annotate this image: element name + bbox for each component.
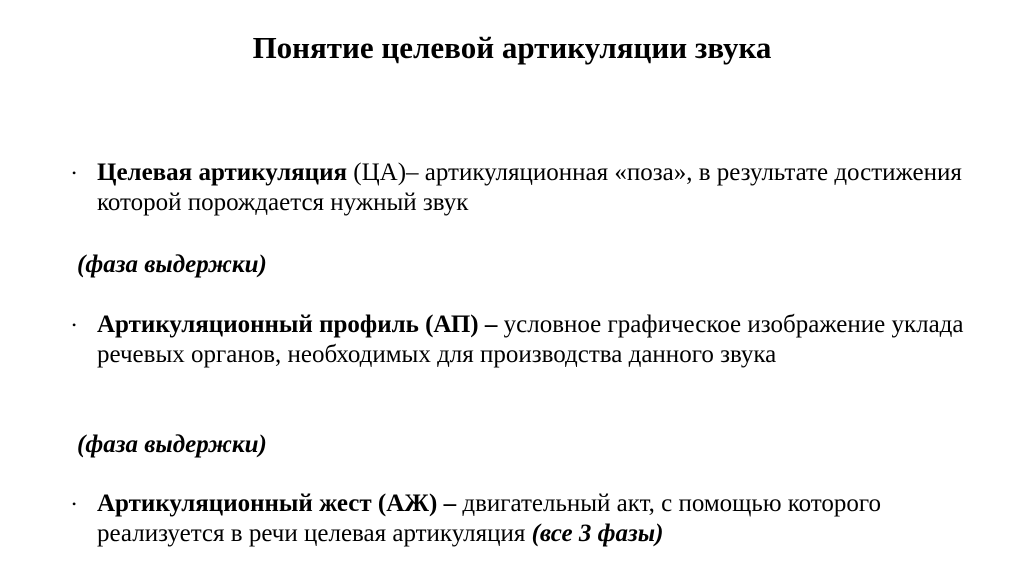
abbr-ca: (ЦА) <box>353 159 407 186</box>
list-item-text <box>97 489 972 549</box>
list-item-target-articulation <box>72 158 972 218</box>
phase-label: (фаза выдержки) <box>77 431 267 458</box>
bullet-icon: • <box>72 318 77 332</box>
definition-articulation-gesture: двигательный акт, с помощью которого реализуется в речи целевая артикуляция <box>97 490 882 547</box>
list-item-articulation-gesture <box>72 489 972 549</box>
bullet-icon: • <box>72 166 77 180</box>
slide-title: Понятие целевой артикуляции звука <box>252 30 772 65</box>
list-item-articulation-profile <box>72 310 972 370</box>
term-target-articulation: Целевая артикуляция <box>97 159 348 186</box>
phase-label: (фаза выдержки) <box>77 251 267 278</box>
term-articulation-profile: Артикуляционный профиль (АП) – <box>97 311 498 338</box>
list-item-text <box>97 158 972 218</box>
definition-target-articulation: – артикуляционная «поза», в результате достижения которой порождается нужный звук <box>97 159 962 216</box>
bullet-icon: • <box>72 497 77 511</box>
definition-articulation-profile: условное графическое изображение уклада речевых органов, необходимых для производства данного звука <box>97 311 964 368</box>
note-all-phases: (все 3 фазы) <box>531 520 664 547</box>
list-item-text <box>97 310 972 370</box>
term-articulation-gesture: Артикуляционный жест (АЖ) – <box>97 490 457 517</box>
